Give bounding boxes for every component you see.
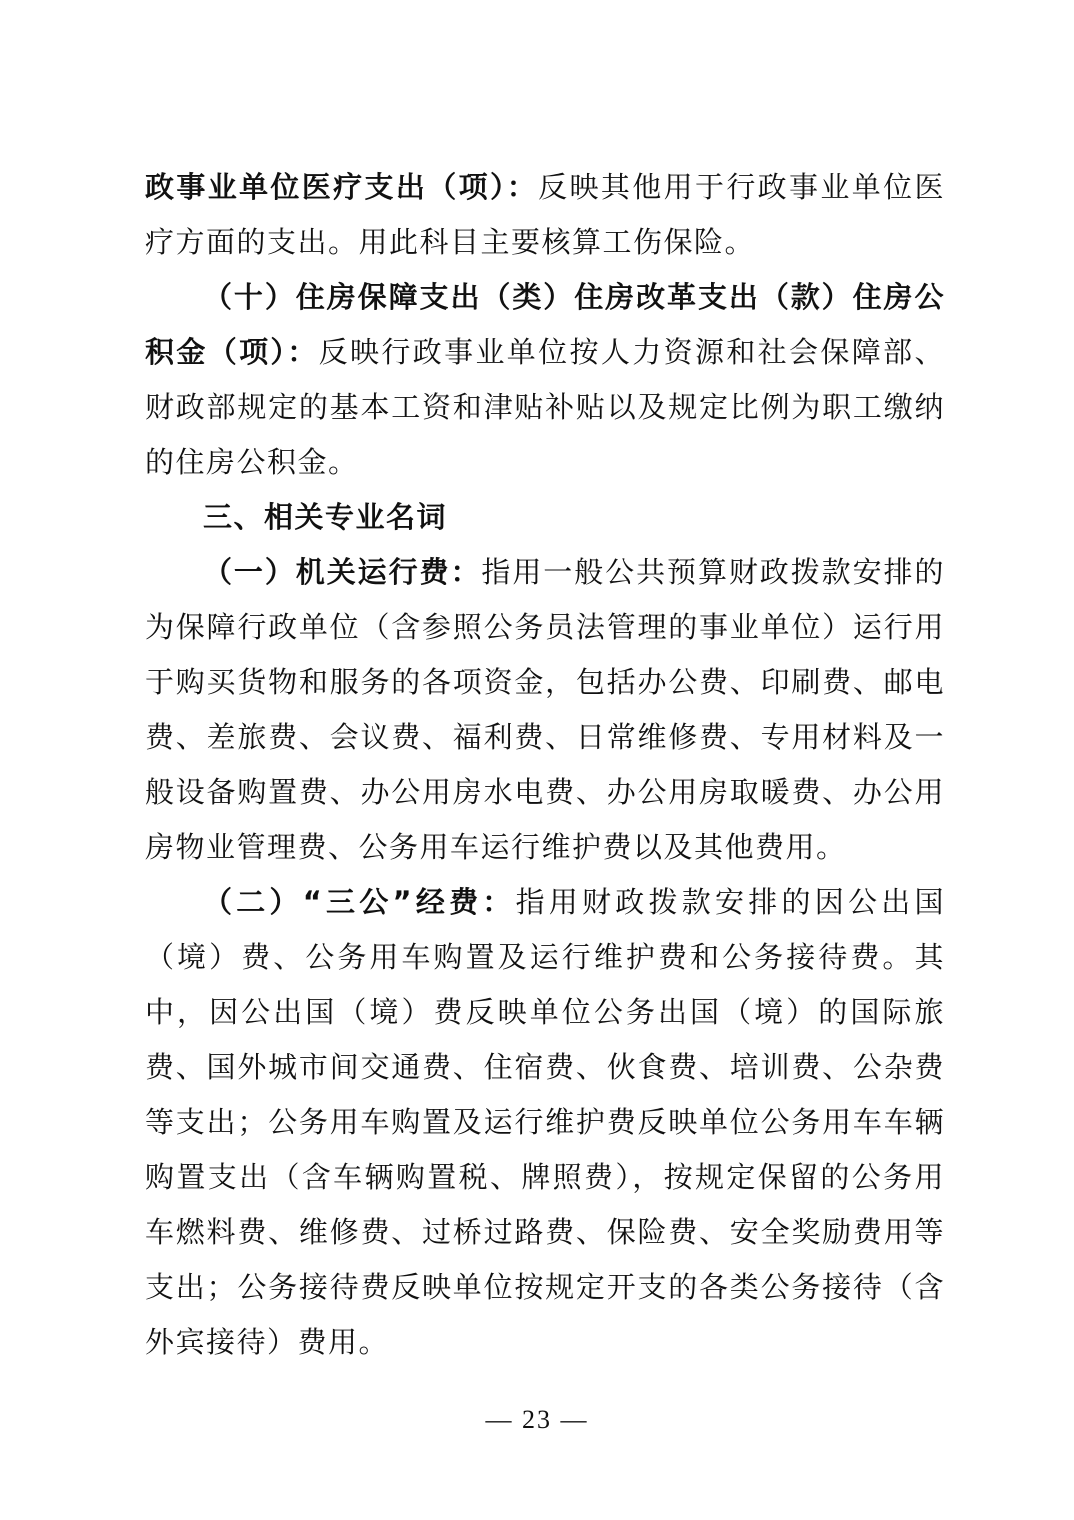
paragraph-medical-expense bbox=[145, 160, 945, 270]
term-label: （十）住房保障支出（类）住房改革支出（款）住房公积金（项）： bbox=[145, 280, 945, 369]
section-heading: 三、相关专业名词 bbox=[203, 500, 448, 534]
term-label: 政事业单位医疗支出（项）： bbox=[145, 170, 539, 204]
page-number: — 23 — bbox=[485, 1405, 589, 1434]
term-definition: 反映行政事业单位按人力资源和社会保障部、财政部规定的基本工资和津贴补贴以及规定比例为职工缴纳的住房公积金。 bbox=[145, 335, 945, 479]
term-label: （一）机关运行费： bbox=[203, 555, 482, 589]
term-definition: 指用一般公共预算财政拨款安排的为保障行政单位（含参照公务员法管理的事业单位）运行用于购买货物和服务的各项资金，包括办公费、印刷费、邮电费、差旅费、会议费、福利费、日常维修费、专用材料及一般设备购置费、办公用房水电费、办公用房取暖费、办公用房物业管理费、公务用车运行维护费以及其他费用。 bbox=[145, 555, 945, 864]
term-label: （二）“三公”经费： bbox=[203, 885, 516, 919]
paragraph-housing-fund bbox=[145, 270, 945, 490]
term-definition: 指用财政拨款安排的因公出国（境）费、公务用车购置及运行维护费和公务接待费。其中，因公出国（境）费反映单位公务出国（境）的国际旅费、国外城市间交通费、住宿费、伙食费、培训费、公杂费等支出；公务用车购置及运行维护费反映单位公务用车车辆购置支出（含车辆购置税、牌照费），按规定保留的公务用车燃料费、维修费、过桥过路费、保险费、安全奖励费用等支出；公务接待费反映单位按规定开支的各类公务接待（含外宾接待）费用。 bbox=[145, 885, 945, 1359]
term-definition: 反映其他用于行政事业单位医疗方面的支出。用此科目主要核算工伤保险。 bbox=[145, 170, 945, 259]
paragraph-three-public-expenses bbox=[145, 875, 945, 1370]
document-body bbox=[145, 160, 945, 1370]
paragraph-operating-cost bbox=[145, 545, 945, 875]
